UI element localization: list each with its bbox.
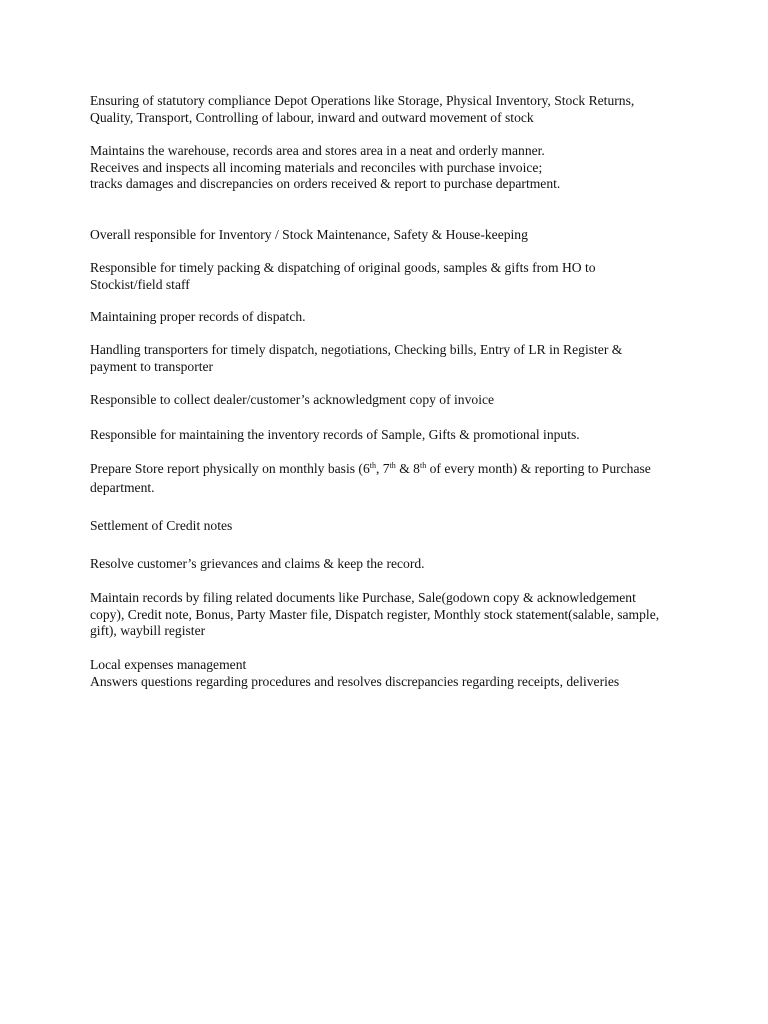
text-line: Answers questions regarding procedures and resolves discrepancies regarding receipts, deliveries [90, 673, 620, 689]
text-segment: & 8 [395, 461, 420, 476]
paragraph-local-expenses [90, 657, 690, 690]
text-line: Handling transporters for timely dispatch, negotiations, Checking bills, Entry of LR in Register & [90, 342, 623, 357]
text-line: Local expenses management [90, 657, 247, 672]
text-line: gift), waybill register [90, 623, 206, 638]
text-line [90, 461, 690, 478]
paragraph-acknowledgment-copy [90, 392, 690, 409]
paragraph-inventory-responsibility [90, 227, 690, 244]
paragraph-packing-dispatch [90, 260, 690, 293]
text-line: Ensuring of statutory compliance Depot Operations like Storage, Physical Inventory, Stock Returns, [90, 93, 635, 108]
text-line: copy), Credit note, Bonus, Party Master file, Dispatch register, Monthly stock statement(salable, sample, [90, 606, 660, 622]
paragraph-statutory-compliance [90, 93, 690, 126]
text-line: Receives and inspects all incoming materials and reconciles with purchase invoice; [90, 159, 543, 175]
text-line: Maintains the warehouse, records area and stores area in a neat and orderly manner. [90, 143, 545, 158]
text-line: Maintain records by filing related documents like Purchase, Sale(godown copy & acknowledgement [90, 590, 636, 605]
paragraph-store-report [90, 461, 690, 496]
text-line: Responsible for maintaining the inventory records of Sample, Gifts & promotional inputs. [90, 427, 580, 442]
paragraph-grievances [90, 556, 690, 573]
paragraph-transporters [90, 342, 690, 375]
ordinal-suffix: th [369, 461, 376, 470]
text-segment: , 7 [375, 461, 390, 476]
paragraph-credit-notes [90, 518, 690, 535]
text-line: Responsible to collect dealer/customer’s acknowledgment copy of invoice [90, 392, 495, 407]
paragraph-filing-records [90, 590, 690, 640]
text-line: payment to transporter [90, 358, 214, 374]
text-segment: Prepare Store report physically on monthly basis (6 [90, 461, 370, 476]
text-line: Stockist/field staff [90, 276, 190, 292]
ordinal-suffix: th [419, 461, 427, 470]
text-line: Overall responsible for Inventory / Stock Maintenance, Safety & House-keeping [90, 227, 528, 242]
text-line: tracks damages and discrepancies on orders received & report to purchase department. [90, 176, 561, 191]
text-line: Settlement of Credit notes [90, 518, 233, 533]
text-line: Responsible for timely packing & dispatching of original goods, samples & gifts from HO to [90, 260, 596, 275]
text-line: Resolve customer’s grievances and claims & keep the record. [90, 556, 425, 571]
text-line: Maintaining proper records of dispatch. [90, 309, 306, 324]
paragraph-warehouse-maintenance [90, 143, 690, 193]
text-line: Quality, Transport, Controlling of labour, inward and outward movement of stock [90, 109, 534, 125]
paragraph-inventory-records [90, 427, 690, 444]
text-line: department. [90, 479, 155, 495]
text-segment: of every month) & reporting to Purchase [426, 461, 651, 476]
paragraph-dispatch-records [90, 309, 690, 326]
ordinal-suffix: th [389, 461, 396, 470]
